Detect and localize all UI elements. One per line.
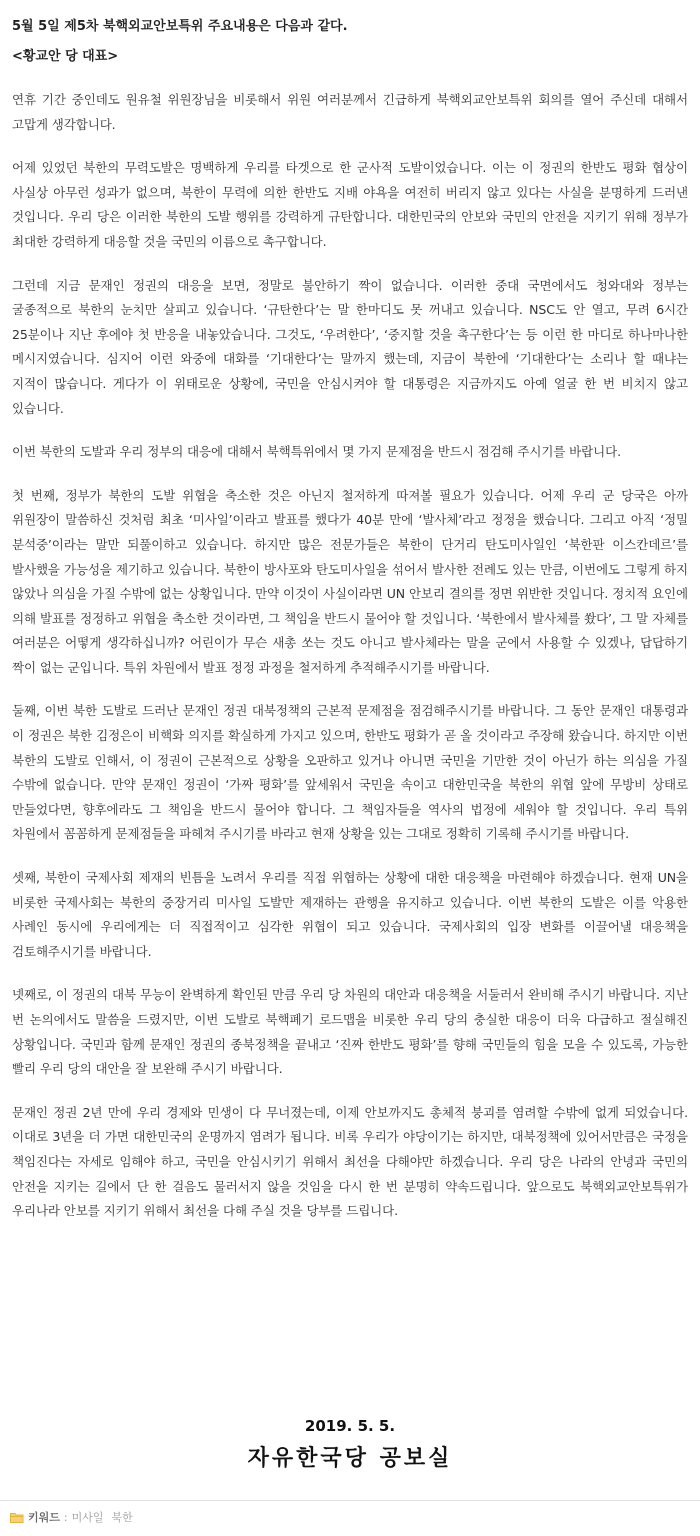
keyword-footer <box>0 1500 700 1533</box>
paragraph: 연휴 기간 중인데도 원유철 위원장님을 비롯해서 위원 여러분께서 긴급하게 북핵외교안보특위 회의를 열어 주신데 대해서 고맙게 생각합니다. <box>12 92 688 132</box>
keyword-tag-north-korea[interactable]: 북한 <box>111 1511 133 1524</box>
keyword-separator: : <box>63 1510 68 1524</box>
paragraph: 문재인 정권 2년 만에 우리 경제와 민생이 다 무너졌는데, 이제 안보까지도 총체적 붕괴를 염려할 수밖에 없게 되었습니다. 이대로 3년을 더 가면 대한민국의 운명까지 염려가 됩니다. 비록 우리가 야당이기는 하지만, 대북정책에 있어서만큼은 국정을 책임진다는 자세로 임해야 하고, 국민을 안심시키기 위해서 최선을 다해야만 하겠습니다. 우리 당은 나라의 안녕과 국민의 안전을 지키는 길에서 단 한 걸음도 물러서지 않을 것임을 다시 한 번 분명히 약속드립니다. 앞으로도 북핵외교안보특위가 우리나라 안보를 지키기 위해서 최선을 다해 주실 것을 당부를 드립니다. <box>12 1104 688 1219</box>
body-paragraphs <box>12 88 688 1224</box>
paragraph: 이번 북한의 도발과 우리 정부의 대응에 대해서 북핵특위에서 몇 가지 문제점을 반드시 점검해 주시기를 바랍니다. <box>12 444 621 460</box>
speaker-label: <황교안 당 대표> <box>12 49 119 64</box>
keyword-label: 키워드 <box>28 1511 60 1524</box>
document-heading: 5월 5일 제5차 북핵외교안보특위 주요내용은 다음과 같다. <box>12 19 348 34</box>
keyword-tag-missile[interactable]: 미사일 <box>71 1511 104 1524</box>
organization-name: 자유한국당 공보실 <box>247 1445 453 1471</box>
paragraph: 둘째, 이번 북한 도발로 드러난 문재인 정권 대북정책의 근본적 문제점을 점검해주시기를 바랍니다. 그 동안 문재인 대통령과 이 정권은 북한 김정은이 비핵화 의지를 확실하게 가지고 있으며, 한반도 평화가 곧 올 것이라고 주장해 왔습니다. 하지만 이번 북한의 도발로 인해서, 이 정권이 근본적으로 상황을 오판하고 있거나 아니면 국민을 기만한 것이 아닌가 하는 의심을 가질 수밖에 없습니다. 만약 문재인 정권이 ‘가짜 평화’를 앞세워서 국민을 속이고 대한민국을 북한의 위협 앞에 무방비 상태로 만들었다면, 향후에라도 그 책임을 반드시 물어야 합니다. 그 책임자들을 역사의 법정에 세워야 할 것입니다. 우리 특위 차원에서 꼼꼼하게 문제점들을 파헤쳐 주시기를 바라고 현재 상황을 있는 그대로 정확히 기록해 주시기를 바랍니다. <box>12 703 688 842</box>
release-date: 2019. 5. 5. <box>304 1417 396 1435</box>
paragraph: 어제 있었던 북한의 무력도발은 명백하게 우리를 타겟으로 한 군사적 도발이었습니다. 이는 이 정권의 한반도 평화 협상이 사실상 아무런 성과가 없으며, 북한이 무력에 의한 한반도 지배 야욕을 여전히 버리지 않고 있다는 사실을 분명하게 드러낸 것입니다. 우리 당은 이러한 북한의 도발 행위를 강력하게 규탄합니다. 대한민국의 안보와 국민의 안전을 지키기 위해 정부가 최대한 강력하게 대응할 것을 국민의 이름으로 촉구합니다. <box>12 160 688 249</box>
closing-block <box>0 1415 700 1473</box>
paragraph: 셋째, 북한이 국제사회 제재의 빈틈을 노려서 우리를 직접 위협하는 상황에 대한 대응책을 마련해야 하겠습니다. 현재 UN을 비롯한 국제사회는 북한의 중장거리 미사일 도발만 제재하는 관행을 유지하고 있습니다. 이번 북한의 도발은 이를 악용한 사례인 동시에 우리에게는 더 직접적이고 심각한 위협이 되고 있습니다. 국제사회의 입장 변화를 이끌어낼 대응책을 검토해주시기를 바랍니다. <box>12 870 688 959</box>
paragraph: 그런데 지금 문재인 정권의 대응을 보면, 정말로 불안하기 짝이 없습니다. 이러한 중대 국면에서도 청와대와 정부는 굴종적으로 북한의 눈치만 살피고 있습니다. ‘규탄한다’는 말 한마디도 못 꺼내고 있습니다. NSC도 안 열고, 무려 6시간 25분이나 지난 후에야 첫 반응을 내놓았습니다. 그것도, ‘우려한다’, ‘중지할 것을 촉구한다’는 등 이런 한 마디로 하나마나한 메시지였습니다. 심지어 이런 와중에 대화를 ‘기대한다’는 말까지 했는데, 지금이 북한에 ‘기대한다’는 소리나 할 때냐는 지적이 많습니다. 게다가 이 위태로운 상황에, 국민을 안심시켜야 할 대통령은 지금까지도 아예 얼굴 한 번 비치지 않고 있습니다. <box>12 277 688 416</box>
paragraph: 넷째로, 이 정권의 대북 무능이 완벽하게 확인된 만큼 우리 당 차원의 대안과 대응책을 서둘러서 완비해 주시기 바랍니다. 지난 번 논의에서도 말씀을 드렸지만, 이번 도발로 북핵폐기 로드맵을 비롯한 우리 당의 충실한 대응이 더욱 다급하고 절실해진 상황입니다. 국민과 함께 문재인 정권의 종북정책을 끝내고 ‘진짜 한반도 평화’를 향해 국민들의 힘을 모을 수 있도록, 가능한 빨리 우리 당의 대안을 잘 보완해 주시기 바랍니다. <box>12 987 688 1077</box>
paragraph: 첫 번째, 정부가 북한의 도발 위협을 축소한 것은 아닌지 철저하게 따져볼 필요가 있습니다. 어제 우리 군 당국은 아까 위원장이 말씀하신 것처럼 최초 ‘미사일’이라고 발표를 했다가 40분 만에 ‘발사체’라고 정정을 했습니다. 그리고 아직 ‘정밀 분석중’이라는 말만 되풀이하고 있습니다. 하지만 많은 전문가들은 북한이 단거리 탄도미사일인 ‘북한판 이스칸데르’를 발사했을 가능성을 제기하고 있습니다. 북한이 방사포와 탄도미사일을 섞어서 발사한 전례도 있는 만큼, 이번에도 그렇게 하지 않았나 의심을 가질 수밖에 없는 상황입니다. 만약 이것이 사실이라면 UN 안보리 결의를 정면 위반한 것입니다. 정치적 요인에 의해 발표를 정정하고 위협을 축소한 것이라면, 그 책임을 반드시 물어야 할 것입니다. ‘북한에서 발사체를 쐈다’, 그 말 자체를 여러분은 어떻게 생각하십니까? 어린이가 무슨 새총 쏘는 것도 아니고 발사체라는 말을 군에서 사용할 수 있겠나, 답답하기 짝이 없는 군입니다. 특위 차원에서 발표 정정 과정을 철저하게 추적해주시기를 바랍니다. <box>12 487 688 675</box>
folder-icon <box>10 1512 24 1523</box>
